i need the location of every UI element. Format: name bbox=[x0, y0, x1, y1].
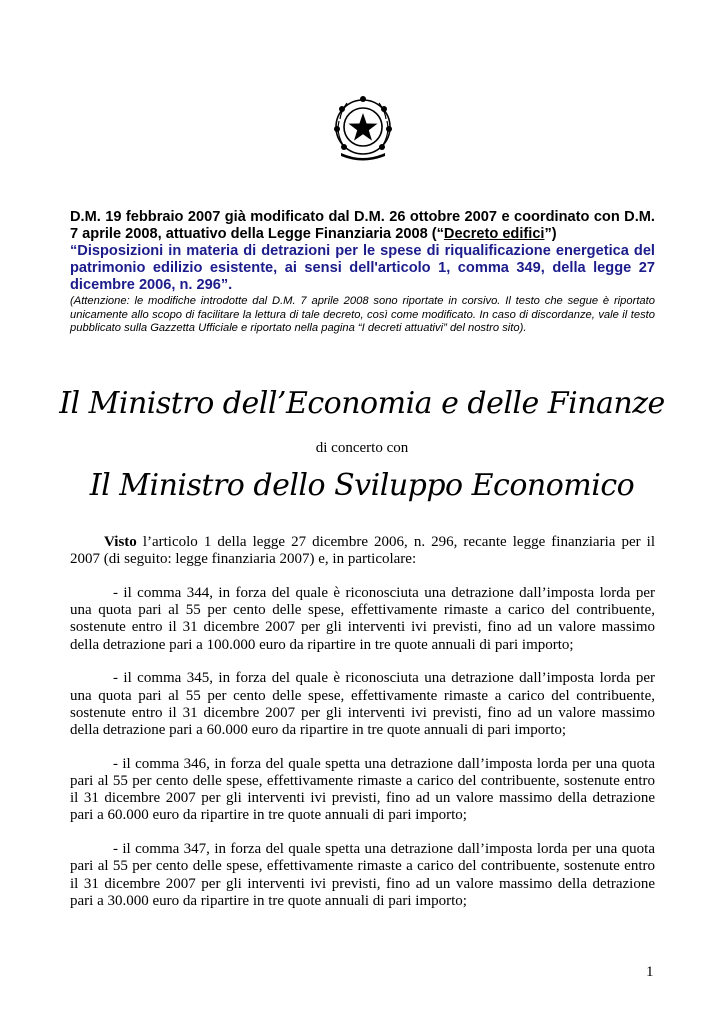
decree-title: D.M. 19 febbraio 2007 già modificato dal D.M. 26 ottobre 2007 e coordinato con D.M. 7 aprile 2008, attuativo della Legge Finanziaria 2008 (“Decreto edifici”) bbox=[70, 209, 655, 242]
decree-nickname: Decreto edifici bbox=[443, 226, 545, 242]
visto-paragraph: Visto l’articolo 1 della legge 27 dicembre 2006, n. 296, recante legge finanziaria per il 2007 (di seguito: legge finanziaria 2007) e, in particolare: bbox=[70, 534, 655, 568]
list-item: - il comma 345, in forza del quale è riconosciuta una detrazione dall’imposta lorda per una quota pari al 55 per cento delle spese, effettivamente rimaste a carico del contribuente, sostenute entro il 31 dicembre 2007 per gli interventi ivi previsti, fino ad un valore massimo della detrazione pari a 60.000 euro da ripartire in tre quote annuali di pari importo; bbox=[70, 670, 655, 739]
decree-subtitle: “Disposizioni in materia di detrazioni per le spese di riqualificazione energetica del patrimonio edilizio esistente, ai sensi dell'articolo 1, comma 349, della legge 27 dicembre 2006, n. 296”. bbox=[70, 243, 655, 293]
minister-economy-heading: Il Ministro dell’Economia e delle Finanze bbox=[59, 386, 665, 421]
concerto-line: di concerto con bbox=[315, 440, 409, 456]
list-item: - il comma 346, in forza del quale spetta una detrazione dall’imposta lorda per una quota pari al 55 per cento delle spese, effettivamente rimaste a carico del contribuente, sostenute entro il 31 dicembre 2007 per gli interventi ivi previsti, fino ad un valore massimo della detrazione pari a 60.000 euro da ripartire in tre quote annuali di pari importo; bbox=[70, 755, 655, 824]
decree-note: (Attenzione: le modifiche introdotte dal D.M. 7 aprile 2008 sono riportate in corsivo. Il testo che segue è riportato unicamente allo scopo di facilitare la lettura di tale decreto, così come modificato. In caso di discordanze, vale il testo pubblicato sulla Gazzetta Ufficiale e riportato nella pagina “I decreti attuativi” del nostro sito). bbox=[70, 295, 655, 335]
minister-development-heading: Il Ministro dello Sviluppo Economico bbox=[89, 468, 635, 503]
list-item: - il comma 347, in forza del quale spetta una detrazione dall’imposta lorda per una quota pari al 55 per cento delle spese, effettivamente rimaste a carico del contribuente, sostenute entro il 31 dicembre 2007 per gli interventi ivi previsti, fino ad un valore massimo della detrazione pari a 30.000 euro da ripartire in tre quote annuali di pari importo; bbox=[70, 841, 655, 909]
list-item: - il comma 344, in forza del quale è riconosciuta una detrazione dall’imposta lorda per una quota pari al 55 per cento delle spese, effettivamente rimaste a carico del contribuente, sostenute entro il 31 dicembre 2007 per gli interventi ivi previsti, fino ad un valore massimo della detrazione pari a 100.000 euro da ripartire in tre quote annuali di pari importo; bbox=[70, 585, 655, 653]
decree-header bbox=[70, 209, 655, 336]
page-number: 1 bbox=[646, 964, 654, 980]
decree-body bbox=[70, 534, 655, 927]
italian-republic-emblem-icon bbox=[331, 93, 395, 161]
